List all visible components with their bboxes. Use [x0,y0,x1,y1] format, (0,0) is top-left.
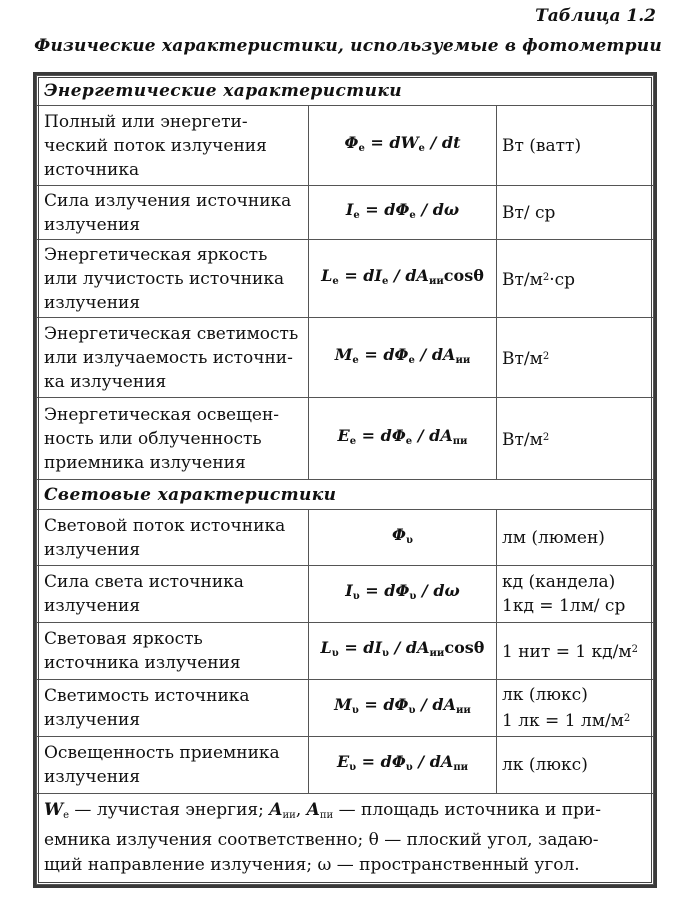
row-unit: кд (кандела) 1кд = 1лм/ ср [497,566,654,623]
table-row [37,318,654,398]
table-row [37,566,654,623]
row-formula: $L_e = dI_e / dA_{ии}\cos\theta$ [309,240,497,318]
row-name: Освещенность приемника излучения [37,737,309,794]
row-name: Сила света источника излучения [37,566,309,623]
row-formula: $M_e = d\Phi_e / dA_{ии}$ [309,318,497,398]
table-number: Таблица 1.2 [535,6,656,26]
table-row [37,623,654,680]
table-row [37,510,654,566]
section-energetic: Энергетические характеристики [37,76,654,106]
row-formula: $L_\upsilon = dI_\upsilon / dA_{ии}\cos\theta$ [309,623,497,680]
row-name: Энергетическая светимость или излучаемость источни- ка излучения [37,318,309,398]
row-name: Сила излучения источника излучения [37,186,309,240]
row-formula: $I_e = d\Phi_e / d\omega$ [309,186,497,240]
row-formula: $E_e = d\Phi_e / dA_{пи}$ [309,398,497,480]
row-formula: $E_\upsilon = d\Phi_\upsilon / dA_{пи}$ [309,737,497,794]
row-name: Световой поток источника излучения [37,510,309,566]
table-row [37,680,654,737]
row-name: Светимость источника излучения [37,680,309,737]
row-unit: лк (люкс) 1 лк = 1 $лм/м^2$ [497,680,654,737]
row-unit: $Вт/м^2$ [497,318,654,398]
row-formula: $M_\upsilon = d\Phi_\upsilon / dA_{ии}$ [309,680,497,737]
table-row [37,106,654,186]
table-row [37,737,654,794]
section-light: Световые характеристики [37,480,654,510]
row-name: Полный или энергети- ческий поток излучения источника [37,106,309,186]
row-name: Энергетическая яркость или лучистость источника излучения [37,240,309,318]
photometry-table [33,72,657,888]
row-unit: 1 нит = 1 $кд/м^2$ [497,623,654,680]
row-unit: лк (люкс) [497,737,654,794]
row-formula: $I_\upsilon = d\Phi_\upsilon / d\omega$ [309,566,497,623]
row-unit: Вт (ватт) [497,106,654,186]
table-row [37,240,654,318]
row-name: Энергетическая освещен- ность или облученность приемника излучения [37,398,309,480]
row-formula: $\Phi_e = dW_e$ / dt [309,106,497,186]
row-unit: $Вт/м^2$ [497,398,654,480]
table-title: Физические характеристики, используемые в фотометрии [34,36,662,56]
row-unit: Вт/ ср [497,186,654,240]
row-unit: $Вт/м^2\cdot ср$ [497,240,654,318]
row-unit: лм (люмен) [497,510,654,566]
table-row [37,398,654,480]
table-row [37,186,654,240]
row-formula: $\Phi_\upsilon$ [309,510,497,566]
table-footnote: $W_e$ — лучистая энергия; $A_{ии}$, $A_{пи}$ — площадь источника и при- емника излучения соответственно; θ — плоский угол, задаю- щий направление излучения; ω — пространственный угол. [37,794,654,885]
row-name: Световая яркость источника излучения [37,623,309,680]
